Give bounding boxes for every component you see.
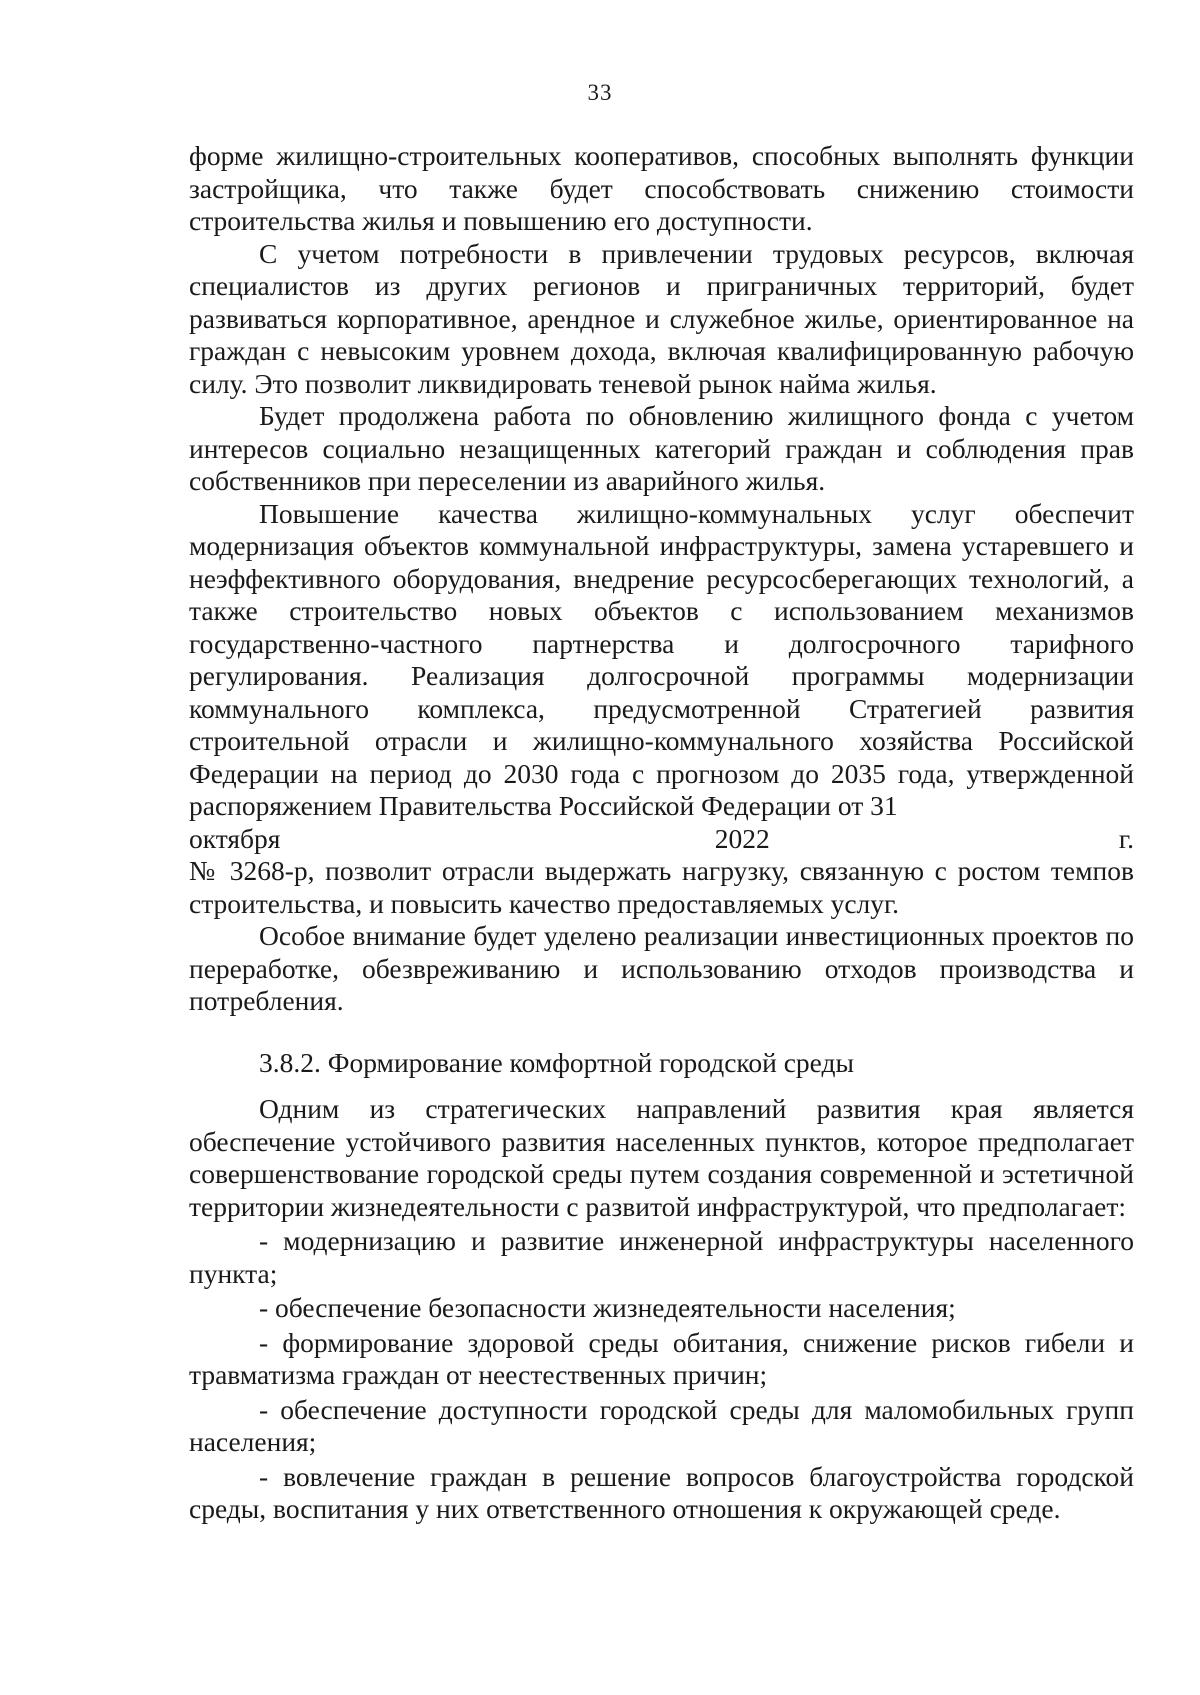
- section-intro: Одним из стратегических направлений развития края является обеспечение устойчивого развития населенных пунктов, которое предполагает совершенствование городской среды путем создания современной и эстетичной территории жизнедеятельности с развитой инфраструктурой, что предполагает:: [189, 1093, 1134, 1222]
- section-heading: 3.8.2. Формирование комфортной городской среды: [259, 1046, 854, 1078]
- page-body: [189, 140, 1134, 1526]
- paragraph-labor-housing: С учетом потребности в привлечении трудовых ресурсов, включая специалистов из других регионов и приграничных территорий, будет развиваться корпоративное, арендное и служебное жилье, ориентированное на граждан с невысоким уровнем дохода, включая квалифицированную рабочую силу. Это позволит ликвидировать теневой рынок найма жилья.: [189, 237, 1134, 399]
- list-item: - обеспечение доступности городской среды для маломобильных групп населения;: [189, 1393, 1134, 1457]
- list-item: - обеспечение безопасности жизнедеятельности населения;: [259, 1292, 956, 1323]
- list-item: - формирование здоровой среды обитания, снижение рисков гибели и травматизма граждан от неестественных причин;: [189, 1326, 1134, 1390]
- paragraph-continuation: форме жилищно-строительных кооперативов, способных выполнять функции застройщика, что также будет способствовать снижению стоимости строительства жилья и повышению его доступности.: [189, 140, 1134, 236]
- date-year: 2022: [714, 822, 770, 854]
- date-line: [189, 823, 1134, 856]
- paragraph-housing-renewal: Будет продолжена работа по обновлению жилищного фонда с учетом интересов социально незащищенных категорий граждан и соблюдения прав собственников при переселении из аварийного жилья.: [189, 400, 1134, 496]
- list-item: - вовлечение граждан в решение вопросов благоустройства городской среды, воспитания у них ответственного отношения к окружающей среде.: [189, 1460, 1134, 1524]
- paragraph-utilities-end: № 3268-р, позволит отрасли выдержать нагрузку, связанную с ростом темпов строительства, и повысить качество предоставляемых услуг.: [189, 855, 1134, 919]
- date-suffix: г.: [1118, 822, 1134, 854]
- page-number: 33: [587, 80, 613, 105]
- date-month: октября: [189, 822, 281, 854]
- paragraph-utilities: Повышение качества жилищно-коммунальных услуг обеспечит модернизация объектов коммунальной инфраструктуры, замена устаревшего и неэффективного оборудования, внедрение ресурсосберегающих технологий, а также строительство новых объектов с использованием механизмов государственно-частного партнерства и долгосрочного тарифного регулирования. Реализация долгосрочной программы модернизации коммунального комплекса, предусмотренной Стратегией развития строительной отрасли и жилищно-коммунального хозяйства Российской Федерации на период до 2030 года с прогнозом до 2035 года, утвержденной распоряжением Правительства Российской Федерации от 31: [189, 497, 1134, 821]
- list-item: - модернизацию и развитие инженерной инфраструктуры населенного пункта;: [189, 1225, 1134, 1289]
- paragraph-waste: Особое внимание будет уделено реализации инвестиционных проектов по переработке, обезвреживанию и использованию отходов производства и потребления.: [189, 920, 1134, 1016]
